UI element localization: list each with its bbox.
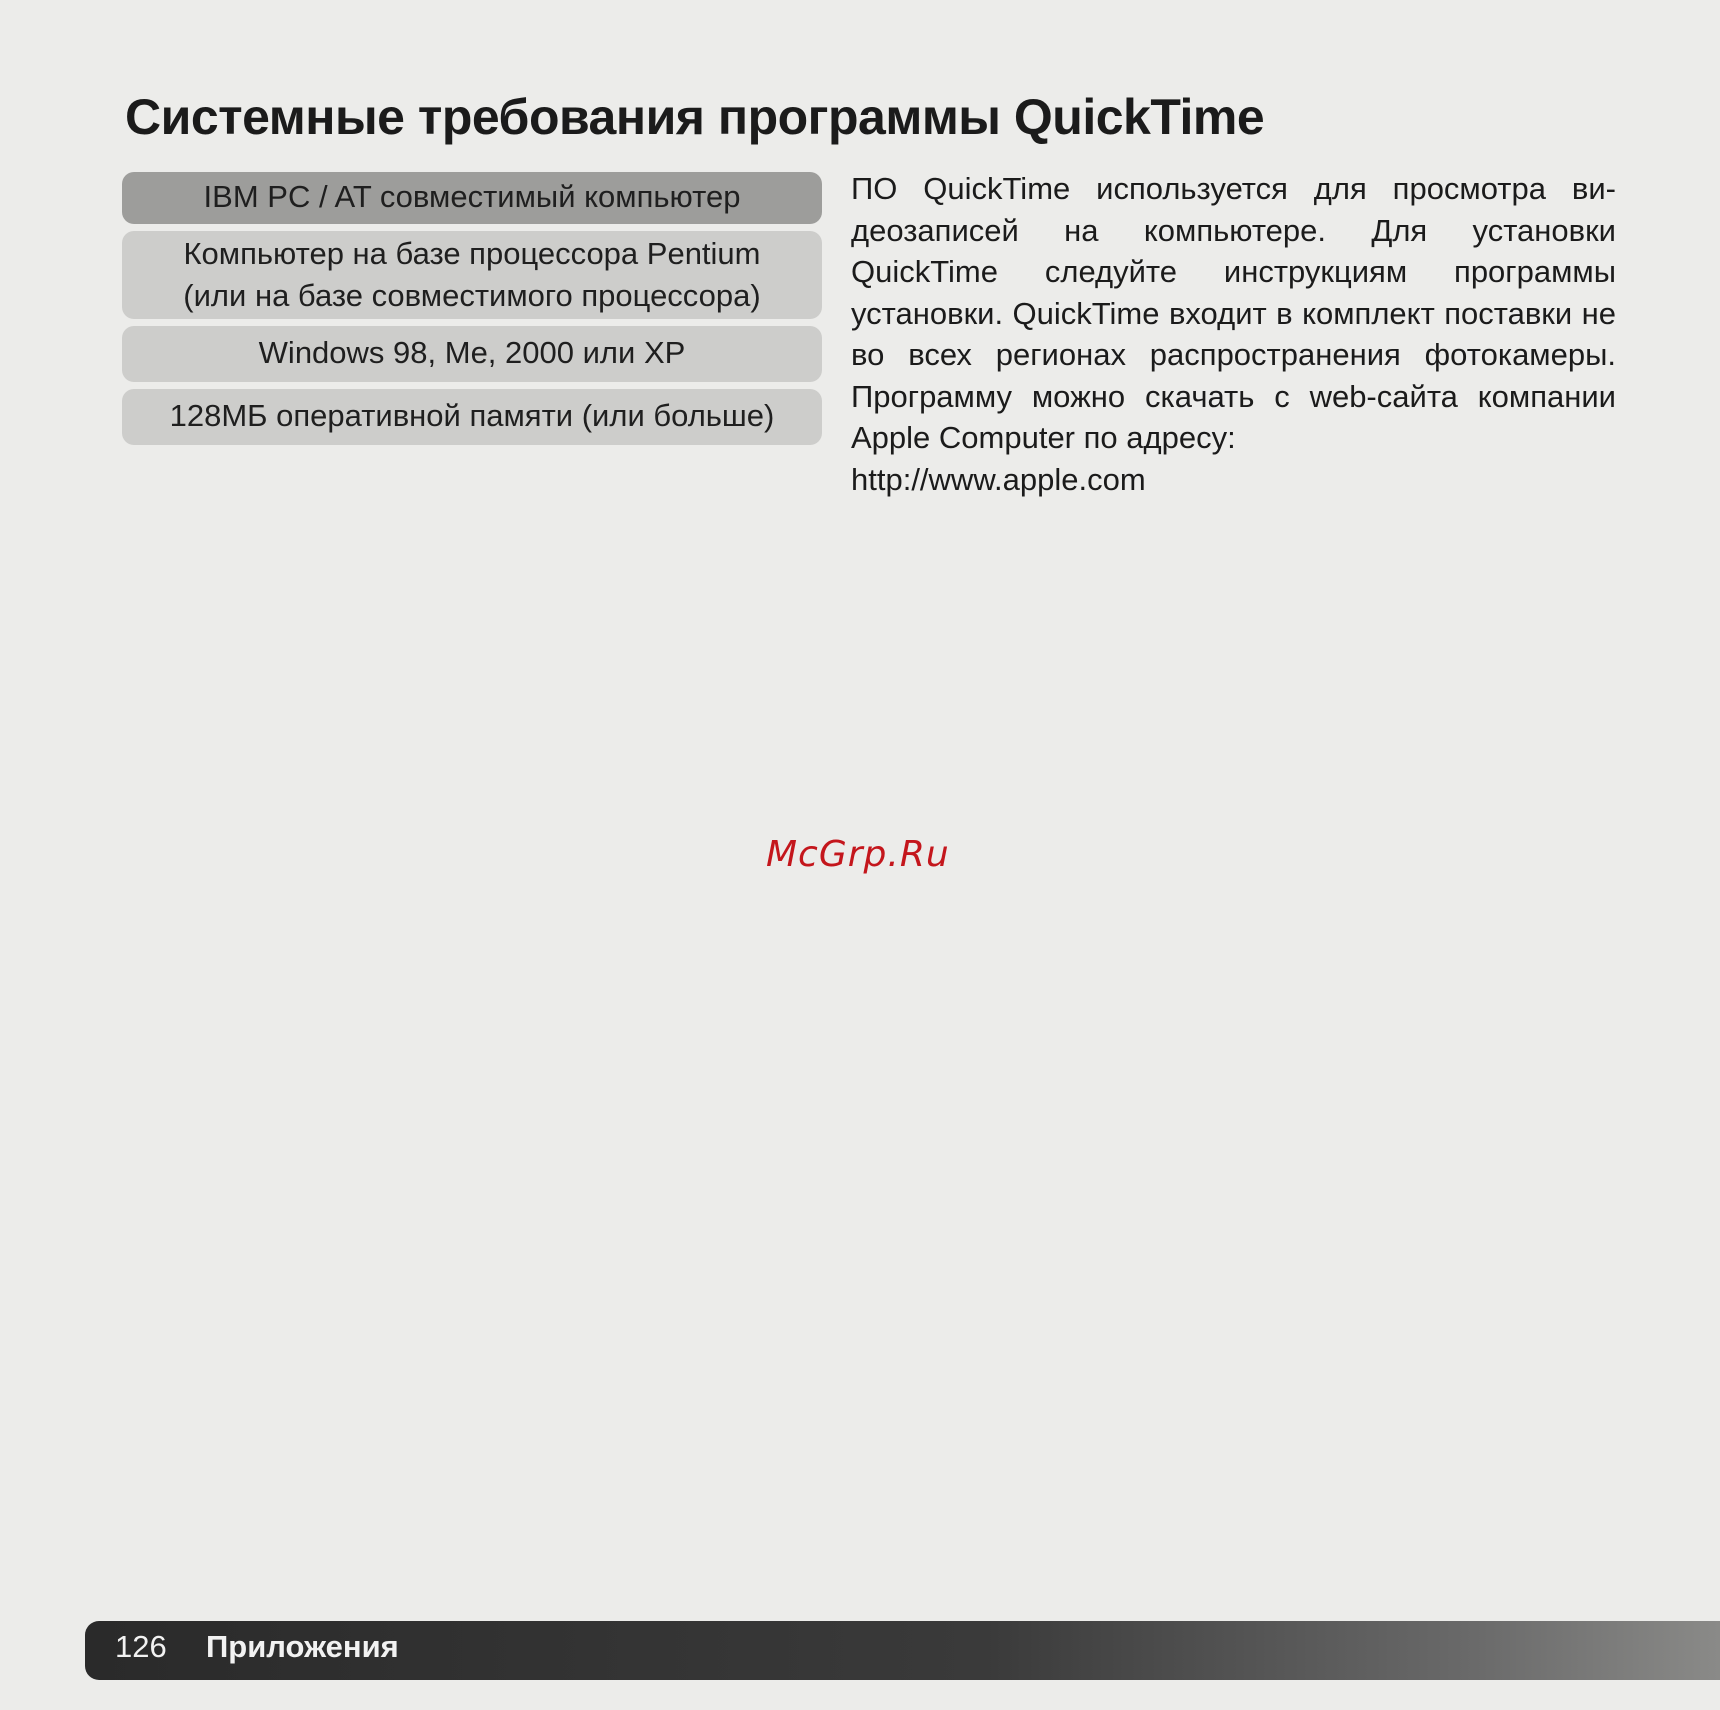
requirement-row [122,389,822,445]
watermark: McGrp.Ru [766,834,950,875]
requirements-table [122,172,822,452]
footer-bar [85,1621,1720,1680]
page-number: 126 [115,1629,167,1664]
requirement-row [122,172,822,224]
requirement-text: (или на базе совместимого процессора) [183,278,761,313]
section-name: Приложения [206,1629,399,1664]
description-paragraph [851,168,1616,500]
description-text: ПО QuickTime используется для просмотра видеозаписей на компьютере. Для установки QuickTime следуйте инструкциям программы установки. QuickTime входит в комплект поставки не во всех регионах распространения фотокамеры. Программу можно скачать с web-сайта компании Apple Computer по адресу: [851,171,1616,455]
page-title: Системные требования программы QuickTime [125,89,1265,145]
requirement-row [122,231,822,319]
requirement-text: Windows 98, Me, 2000 или XP [258,335,686,370]
requirement-row [122,326,822,382]
requirement-text: IBM PC / AT совместимый компьютер [203,179,741,214]
requirement-text: Компьютер на базе процессора Pentium [183,236,761,271]
apple-url-link[interactable]: http://www.apple.com [851,461,1146,497]
requirement-text: 128МБ оперативной памяти (или больше) [169,398,775,433]
